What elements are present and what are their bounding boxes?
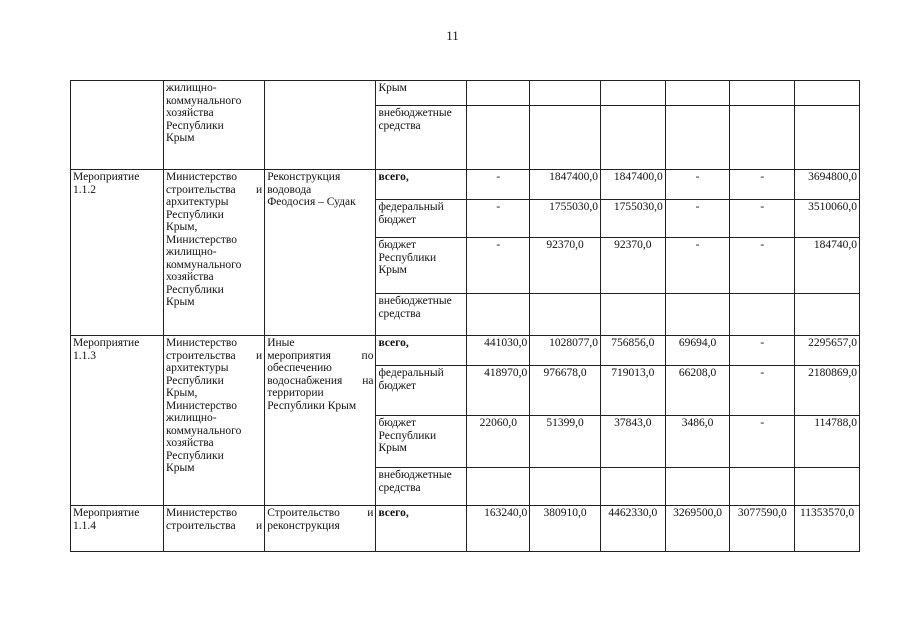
event-cell: Мероприятие 1.1.2 xyxy=(71,170,164,336)
value-cell: 1847400,0 xyxy=(530,170,601,200)
value-cell: - xyxy=(730,336,795,366)
empty-cell xyxy=(730,81,795,106)
empty-cell xyxy=(467,294,530,336)
source-cell: Крым xyxy=(376,81,467,106)
empty-cell xyxy=(467,468,530,506)
ministry-cell: Министерство строительства и архитектуры Республики Крым, Министерство жилищно- коммунального хозяйства Республики Крым xyxy=(164,336,265,506)
source-cell: внебюджетные средства xyxy=(376,106,467,170)
budget-table xyxy=(70,80,860,552)
table-row xyxy=(71,506,860,552)
value-cell: 3269500,0 xyxy=(665,506,730,552)
value-cell: - xyxy=(665,170,730,200)
source-cell: федеральный бюджет xyxy=(376,200,467,238)
value-cell: 1755030,0 xyxy=(600,200,665,238)
source-cell: внебюджетные средства xyxy=(376,294,467,336)
title-cell: Иные мероприятия по обеспечению водоснабжения на территории Республики Крым xyxy=(265,336,376,506)
value-cell: 380910,0 xyxy=(530,506,601,552)
empty-cell xyxy=(795,81,860,106)
value-cell: 3510060,0 xyxy=(795,200,860,238)
value-cell: - xyxy=(467,170,530,200)
empty-cell xyxy=(665,81,730,106)
title-cell: Реконструкция водовода Феодосия – Судак xyxy=(265,170,376,336)
source-cell: бюджет Республики Крым xyxy=(376,238,467,294)
title-cell xyxy=(265,81,376,170)
value-cell: 1028077,0 xyxy=(530,336,601,366)
value-cell: - xyxy=(730,170,795,200)
value-cell: - xyxy=(730,200,795,238)
empty-cell xyxy=(665,294,730,336)
empty-cell xyxy=(795,106,860,170)
ministry-cell: Министерство строительства и xyxy=(164,506,265,552)
value-cell: - xyxy=(665,238,730,294)
empty-cell xyxy=(795,468,860,506)
table-row xyxy=(71,170,860,200)
value-cell: - xyxy=(730,238,795,294)
value-cell: 163240,0 xyxy=(467,506,530,552)
empty-cell xyxy=(730,106,795,170)
empty-cell xyxy=(730,294,795,336)
value-cell: 2295657,0 xyxy=(795,336,860,366)
value-cell: - xyxy=(665,200,730,238)
value-cell: 1755030,0 xyxy=(530,200,601,238)
title-cell: Строительство и реконструкция xyxy=(265,506,376,552)
value-cell: 114788,0 xyxy=(795,416,860,468)
value-cell: - xyxy=(730,366,795,416)
value-cell: - xyxy=(730,416,795,468)
ministry-cell: жилищно- коммунального хозяйства Республики Крым xyxy=(164,81,265,170)
page-number: 11 xyxy=(446,28,459,43)
table-row xyxy=(71,336,860,366)
source-cell: бюджет Республики Крым xyxy=(376,416,467,468)
value-cell: 1847400,0 xyxy=(600,170,665,200)
empty-cell xyxy=(530,106,601,170)
value-cell: 756856,0 xyxy=(600,336,665,366)
value-cell: 3077590,0 xyxy=(730,506,795,552)
value-cell: 3486,0 xyxy=(665,416,730,468)
value-cell: 37843,0 xyxy=(600,416,665,468)
empty-cell xyxy=(665,468,730,506)
value-cell: 2180869,0 xyxy=(795,366,860,416)
empty-cell xyxy=(665,106,730,170)
value-cell: 92370,0 xyxy=(530,238,601,294)
value-cell: 184740,0 xyxy=(795,238,860,294)
event-cell: Мероприятие 1.1.4 xyxy=(71,506,164,552)
empty-cell xyxy=(467,106,530,170)
source-cell: всего, xyxy=(376,506,467,552)
empty-cell xyxy=(530,81,601,106)
source-cell: всего, xyxy=(376,336,467,366)
empty-cell xyxy=(600,294,665,336)
source-cell: всего, xyxy=(376,170,467,200)
value-cell: 441030,0 xyxy=(467,336,530,366)
ministry-cell: Министерство строительства и архитектуры Республики Крым, Министерство жилищно- коммунального хозяйства Республики Крым xyxy=(164,170,265,336)
empty-cell xyxy=(795,294,860,336)
value-cell: - xyxy=(467,200,530,238)
empty-cell xyxy=(600,81,665,106)
value-cell: 22060,0 xyxy=(467,416,530,468)
value-cell: 3694800,0 xyxy=(795,170,860,200)
table-row xyxy=(71,81,860,106)
empty-cell xyxy=(530,468,601,506)
empty-cell xyxy=(530,294,601,336)
value-cell: 66208,0 xyxy=(665,366,730,416)
value-cell: 69694,0 xyxy=(665,336,730,366)
value-cell: 92370,0 xyxy=(600,238,665,294)
empty-cell xyxy=(730,468,795,506)
value-cell: 11353570,0 xyxy=(795,506,860,552)
value-cell: 4462330,0 xyxy=(600,506,665,552)
value-cell: 51399,0 xyxy=(530,416,601,468)
empty-cell xyxy=(600,468,665,506)
event-cell xyxy=(71,81,164,170)
source-cell: федеральный бюджет xyxy=(376,366,467,416)
event-cell: Мероприятие 1.1.3 xyxy=(71,336,164,506)
source-cell: внебюджетные средства xyxy=(376,468,467,506)
empty-cell xyxy=(600,106,665,170)
empty-cell xyxy=(467,81,530,106)
value-cell: 976678,0 xyxy=(530,366,601,416)
value-cell: 418970,0 xyxy=(467,366,530,416)
value-cell: 719013,0 xyxy=(600,366,665,416)
value-cell: - xyxy=(467,238,530,294)
